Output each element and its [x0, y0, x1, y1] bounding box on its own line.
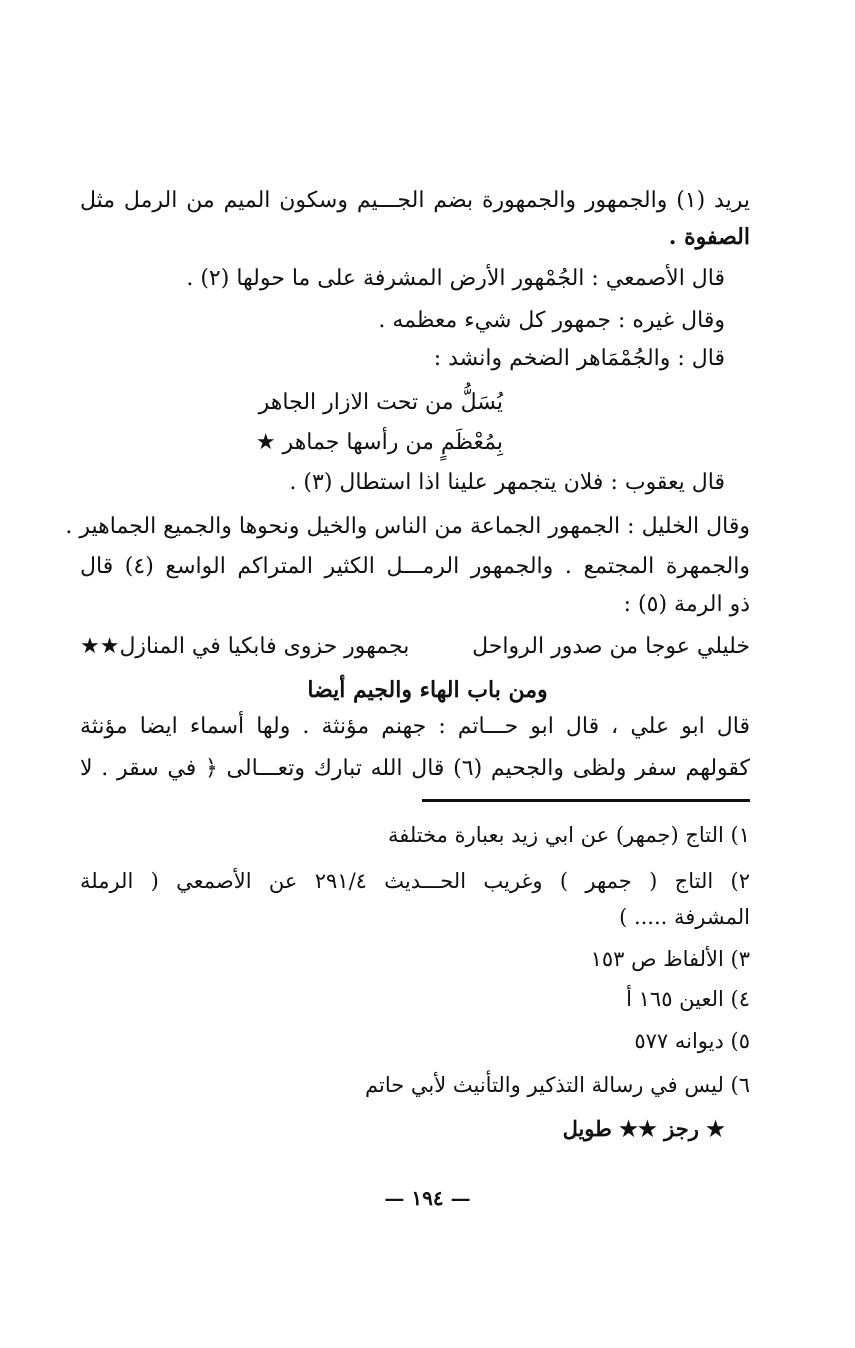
footnote-3: ٣) الألفاظ ص ١٥٣ — [590, 947, 750, 971]
text-line-6: قال يعقوب : فلان يتجمهر علينا اذا استطال (٣) . — [289, 470, 725, 495]
section-heading: ومن باب الهاء والجيم أيضا — [307, 677, 548, 703]
footnote-6: ٦) ليس في رسالة التذكير والتأنيث لأبي حاتم — [365, 1073, 750, 1097]
text-line-9: ذو الرمة (٥) : — [623, 592, 750, 617]
text-line-10: قال ابو علي ، قال ابو حـــاتم : جهنم مؤنثة . ولها أسماء ايضا مؤنثة — [80, 714, 750, 739]
footnote-separator — [422, 799, 750, 802]
footnote-2: ٢) التاج ( جمهر ) وغريب الحـــديث ٢٩١/٤ عن الأصمعي ( الرملة — [80, 869, 750, 893]
footnote-4: ٤) العين ١٦٥ أ — [626, 987, 750, 1011]
footnote-5: ٥) ديوانه ٥٧٧ — [634, 1029, 750, 1053]
text-line-8: والجمهرة المجتمع . والجمهور الرمـــل الكثير المتراكم الواسع (٤) قال — [80, 554, 750, 579]
text-line-7: وقال الخليل : الجمهور الجماعة من الناس والخيل ونحوها والجميع الجماهير . — [65, 514, 750, 539]
page-number: — ١٩٤ — — [384, 1186, 471, 1210]
poem-2-hemistich-2: بجمهور حزوى فابكيا في المنازل★★ — [80, 634, 410, 659]
text-line-4: وقال غيره : جمهور كل شيء معظمه . — [378, 308, 725, 333]
poem-1-hemistich-1: يُسَلُّ من تحت الازار الجاهر — [258, 390, 503, 415]
text-line-11: كقولهم سفر ولظى والجحيم (٦) قال الله تبارك وتعـــالى ﴿ في سقر . لا — [80, 756, 751, 781]
text-line-1: يريد (١) والجمهور والجمهورة بضم الجـــيم وسكون الميم من الرمل مثل — [80, 188, 750, 213]
poem-1-hemistich-2: بِمُعْظَمٍ من رأسها جماهر ★ — [255, 430, 503, 455]
meter-legend: ★ رجز ★★ طويل — [562, 1116, 725, 1141]
footnote-1: ١) التاج (جمهر) عن ابي زيد بعبارة مختلفة — [387, 823, 750, 847]
text-line-3: قال الأصمعي : الجُمْهور الأرض المشرفة على ما حولها (٢) . — [186, 266, 725, 291]
footnote-2-continued: المشرفة ..... ) — [619, 905, 750, 929]
poem-2-hemistich-1: خليلي عوجا من صدور الرواحل — [472, 634, 750, 659]
text-line-2: الصفوة . — [668, 224, 750, 250]
text-line-5: قال : والجُمْمَاهر الضخم وانشد : — [433, 346, 725, 371]
